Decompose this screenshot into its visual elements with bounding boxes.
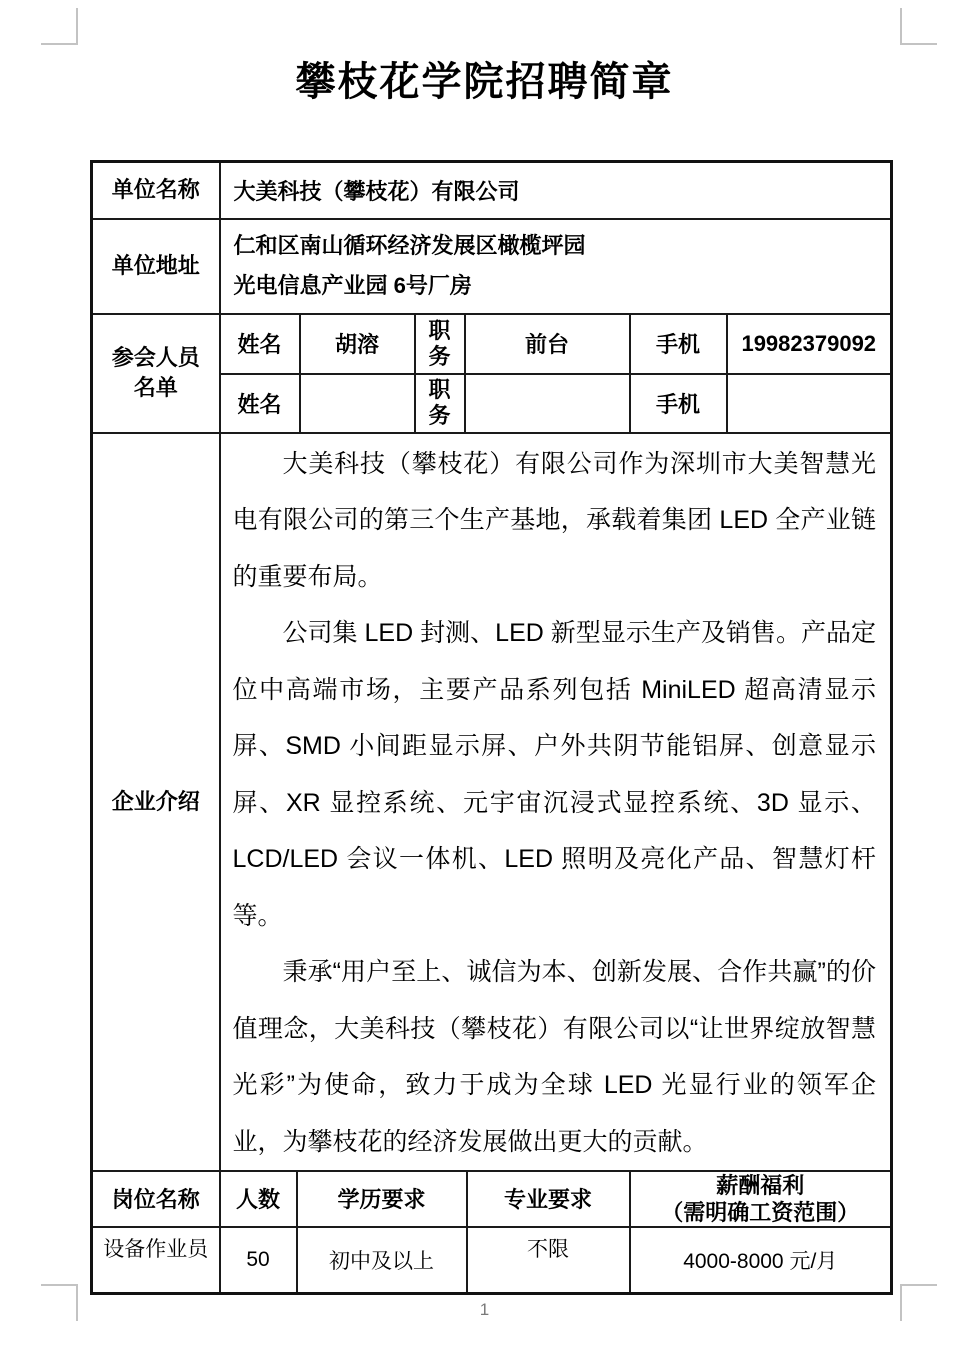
company-intro-row: [92, 433, 892, 1172]
attendee-row-1: [92, 314, 892, 374]
attendee1-title-label: 职务: [415, 314, 465, 374]
unit-address-row: [92, 219, 892, 314]
job-header-row: [92, 1172, 892, 1227]
attendee2-name-label: 姓名: [220, 374, 300, 433]
job-position-value: 设备作业员: [92, 1227, 220, 1293]
job-data-row: [92, 1227, 892, 1293]
job-header-major: 专业要求: [467, 1172, 630, 1227]
unit-address-value: [220, 219, 892, 314]
crop-mark-top-left-icon: [41, 8, 78, 45]
attendee1-phone-label: 手机: [630, 314, 727, 374]
intro-paragraph-2: 公司集 LED 封测、LED 新型显示生产及销售。产品定位中高端市场，主要产品系列包括 MiniLED 超高清显示屏、SMD 小间距显示屏、户外共阴节能铝屏、创意显示屏、XR 显控系统、元宇宙沉浸式显控系统、3D 显示、LCD/LED 会议一体机、LED 照明及亮化产品、智慧灯杆等。: [232, 619, 877, 930]
attendee1-name-label: 姓名: [220, 314, 300, 374]
attendee2-title-value: [465, 374, 630, 433]
attendee1-title-value: 前台: [465, 314, 630, 374]
document-tables: [90, 160, 890, 1295]
company-info-table: [90, 160, 893, 1172]
unit-name-value: 大美科技（攀枝花）有限公司: [220, 162, 892, 219]
unit-name-label: 单位名称: [92, 162, 220, 219]
attendee2-phone-value: [727, 374, 892, 433]
job-header-education: 学历要求: [297, 1172, 467, 1227]
job-major-value: 不限: [467, 1227, 630, 1293]
attendees-label: 参会人员 名单: [92, 314, 220, 433]
attendee1-phone-value: 19982379092: [727, 314, 892, 374]
job-count-value: 50: [220, 1227, 297, 1293]
job-header-position: 岗位名称: [92, 1172, 220, 1227]
job-header-salary: 薪酬福利 （需明确工资范围）: [630, 1172, 892, 1227]
job-salary-value: 4000-8000 元/月: [630, 1227, 892, 1293]
page-title: 攀枝花学院招聘简章: [295, 60, 674, 104]
unit-address-label: 单位地址: [92, 219, 220, 314]
page-number: 1: [479, 1300, 490, 1319]
job-header-count: 人数: [220, 1172, 297, 1227]
unit-address-line2: 光电信息产业园 6号厂房: [233, 273, 472, 298]
attendee2-name-value: [300, 374, 415, 433]
attendee1-name-value: 胡溶: [300, 314, 415, 374]
job-positions-table: [90, 1172, 893, 1295]
unit-address-line1: 仁和区南山循环经济发展区橄榄坪园: [233, 233, 586, 258]
intro-paragraph-3: 秉承“用户至上、诚信为本、创新发展、合作共赢”的价值理念，大美科技（攀枝花）有限公司以“让世界绽放智慧光彩”为使命，致力于成为全球 LED 光显行业的领军企业，为攀枝花的经济发展做出更大的贡献。: [232, 958, 877, 1156]
crop-mark-top-right-icon: [900, 8, 937, 45]
attendee2-phone-label: 手机: [630, 374, 727, 433]
company-intro-text: [220, 433, 892, 1172]
job-education-value: 初中及以上: [297, 1227, 467, 1293]
unit-name-row: [92, 162, 892, 219]
attendee2-title-label: 职务: [415, 374, 465, 433]
company-intro-label: 企业介绍: [92, 433, 220, 1172]
intro-paragraph-1: 大美科技（攀枝花）有限公司作为深圳市大美智慧光电有限公司的第三个生产基地，承载着集团 LED 全产业链的重要布局。: [232, 449, 877, 591]
